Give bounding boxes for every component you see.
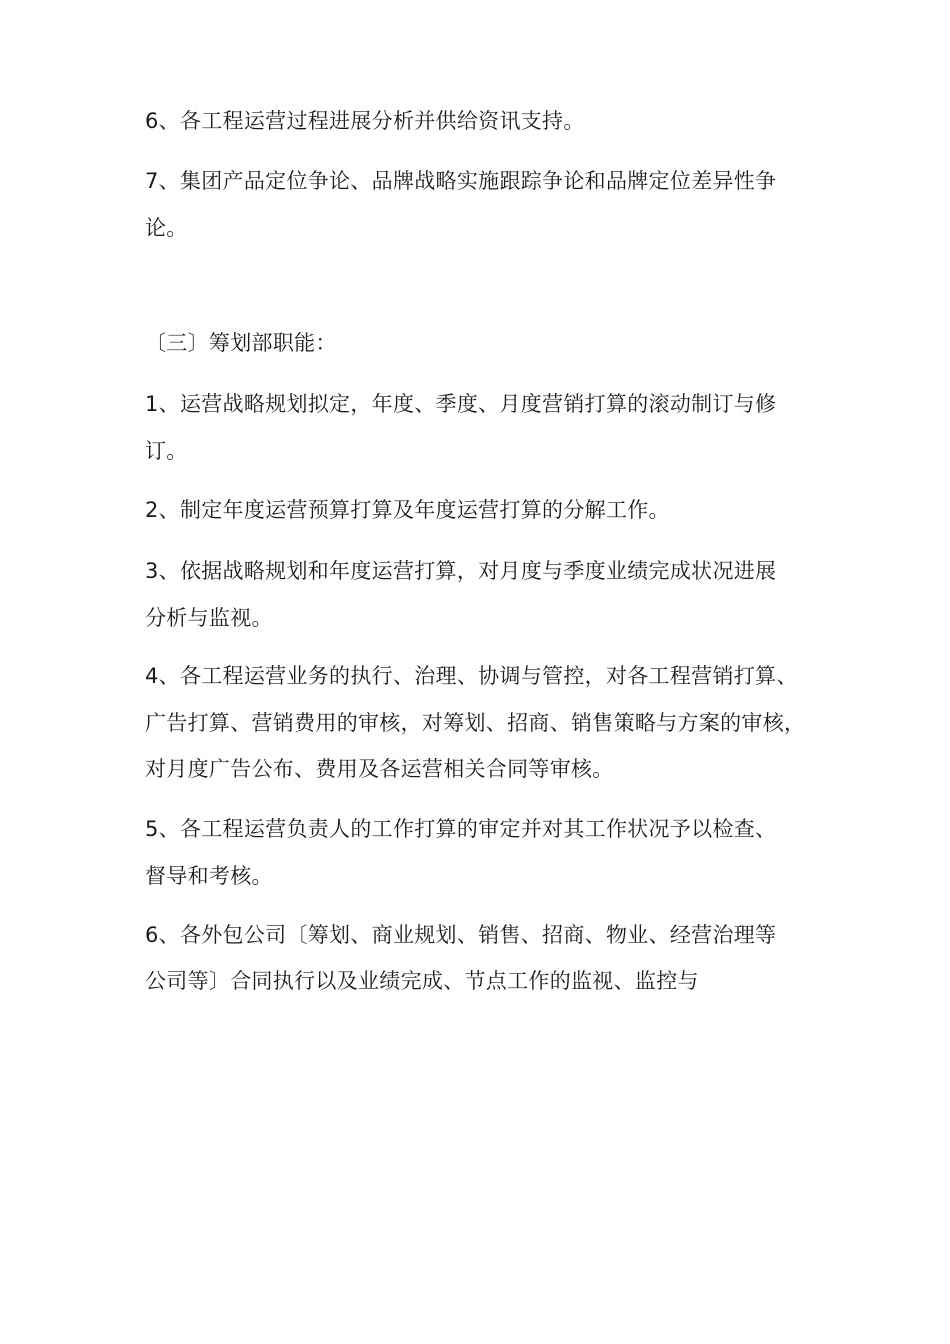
section3-item-2-line-1: 2、制定年度运营预算打算及年度运营打算的分解工作。 — [145, 498, 670, 522]
section3-item-6-line-1: 6、各外包公司〔筹划、商业规划、销售、招商、物业、经营治理等 — [145, 923, 777, 947]
section3-item-6-line-2: 公司等〕合同执行以及业绩完成、节点工作的监视、监控与 — [145, 969, 699, 993]
section3-item-5-line-1: 5、各工程运营负责人的工作打算的审定并对其工作状况予以检查、 — [145, 817, 777, 841]
item-7-line-2: 论。 — [145, 216, 188, 240]
section3-item-3-line-1: 3、依据战略规划和年度运营打算，对月度与季度业绩完成状况进展 — [145, 559, 777, 583]
section3-item-4-line-2: 广告打算、营销费用的审核，对筹划、招商、销售策略与方案的审核， — [145, 711, 806, 735]
section3-item-4-line-3: 对月度广告公布、费用及各运营相关合同等审核。 — [145, 757, 614, 781]
item-6-line-1: 6、各工程运营过程进展分析并供给资讯支持。 — [145, 109, 585, 133]
section-heading: 〔三〕筹划部职能： — [145, 331, 337, 355]
section3-item-1-line-1: 1、运营战略规划拟定，年度、季度、月度营销打算的滚动制订与修 — [145, 392, 777, 416]
section3-item-1-line-2: 订。 — [145, 439, 188, 463]
section3-item-4-line-1: 4、各工程运营业务的执行、治理、协调与管控，对各工程营销打算、 — [145, 664, 798, 688]
item-7-line-1: 7、集团产品定位争论、品牌战略实施跟踪争论和品牌定位差异性争 — [145, 169, 777, 193]
section3-item-3-line-2: 分析与监视。 — [145, 606, 273, 630]
section3-item-5-line-2: 督导和考核。 — [145, 864, 273, 888]
